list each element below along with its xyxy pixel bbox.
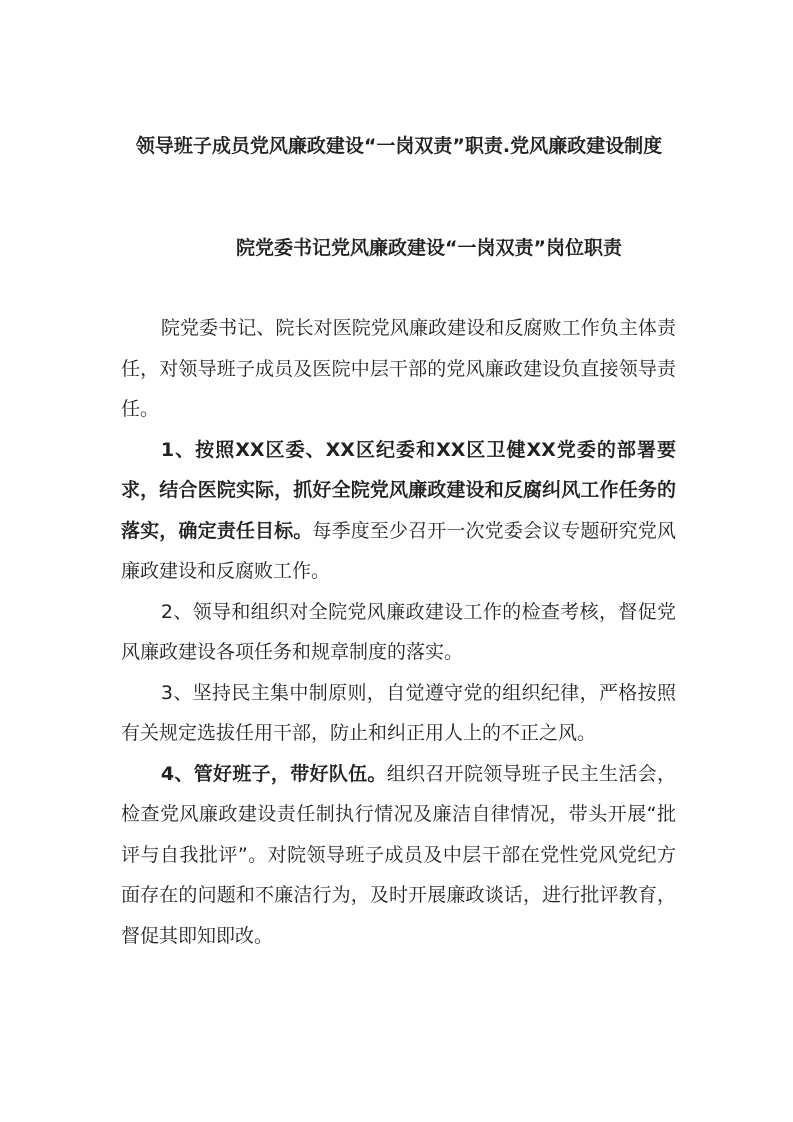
paragraph-intro-text: 院党委书记、院长对医院党风廉政建设和反腐败工作负主体责任，对领导班子成员及医院中层干部的党风廉政建设负直接领导责任。: [121, 317, 676, 420]
paragraph-item-1: [121, 430, 676, 592]
section-subtitle: 院党委书记党风廉政建设“一岗双责”岗位职责: [236, 237, 622, 259]
paragraph-item-4-bold: 4、管好班子，带好队伍。: [160, 762, 387, 785]
paragraph-item-3: [121, 673, 676, 754]
paragraph-intro: [121, 308, 676, 430]
document-title: 领导班子成员党风廉政建设“一岗双责”职责.党风廉政建设制度: [135, 135, 663, 157]
paragraph-item-3-text: 3、坚持民主集中制原则，自觉遵守党的组织纪律，严格按照有关规定选拔任用干部，防止和纠正用人上的不正之风。: [121, 681, 676, 744]
paragraph-item-1-bold: 1、按照XX区委、XX区纪委和XX区卫健XX党委的部署要求，结合医院实际，抓好全院党风廉政建设和反腐纠风工作任务的落实，确定责任目标。: [121, 438, 676, 542]
paragraph-item-4-text: 组织召开院领导班子民主生活会，检查党风廉政建设责任制执行情况及廉洁自律情况，带头开展“批评与自我批评”。对院领导班子成员及中层干部在党性党风党纪方面存在的问题和不廉洁行为，及时开展廉政谈话，进行批评教育，督促其即知即改。: [121, 762, 676, 947]
paragraph-item-2: [121, 592, 676, 673]
paragraph-item-1-text: 每季度至少召开一次党委会议专题研究党风廉政建设和反腐败工作。: [121, 519, 676, 582]
paragraph-item-2-text: 2、领导和组织对全院党风廉政建设工作的检查考核，督促党风廉政建设各项任务和规章制度的落实。: [121, 600, 676, 663]
document-body: [121, 308, 676, 956]
paragraph-item-4: [121, 754, 676, 957]
